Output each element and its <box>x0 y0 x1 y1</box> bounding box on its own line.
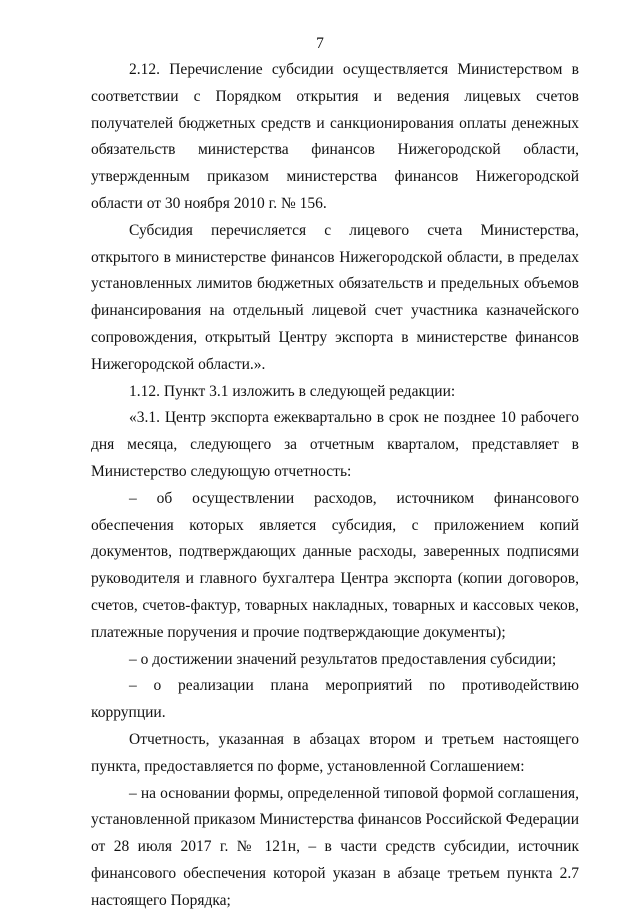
list-item-anticorruption-report: – о реализации плана мероприятий по противодействию коррупции. <box>91 677 579 722</box>
list-item-results-report: – о достижении значений результатов предоставления субсидии; <box>129 650 557 668</box>
paragraph-subsidy-transfer: Субсидия перечисляется с лицевого счета Министерства, открытого в министерстве финансов Нижегородской области, в пределах установленных лимитов бюджетных обязательств и предельных объемов финансирования на отдельный лицевой счет участника казначейского сопровождения, открытый Центру экспорта в министерстве финансов Нижегородской области.». <box>91 221 579 373</box>
list-item-form-basis: – на основании формы, определенной типовой формой соглашения, установленной приказом Министерства финансов Российской Федерации от 28 июля 2017 г. № 121н, – в части средств субсидии, источник финансового обеспечения которой указан в абзаце третьем пункта 2.7 настоящего Порядка; <box>91 784 580 909</box>
page-number: 7 <box>316 35 324 52</box>
paragraph-3-1: «3.1. Центр экспорта ежеквартально в срок не позднее 10 рабочего дня месяца, следующего за отчетным кварталом, представляет в Министерство следующую отчетность: <box>91 409 579 480</box>
paragraph-2-12: 2.12. Перечисление субсидии осуществляется Министерством в соответствии с Порядком открытия и ведения лицевых счетов получателей бюджетных средств и санкционирования оплаты денежных обязательств министерства финансов Нижегородской области, утвержденным приказом министерства финансов Нижегородской области от 30 ноября 2010 г. № 156. <box>91 61 579 212</box>
document-body <box>91 57 579 915</box>
list-item-expenses-report: – об осуществлении расходов, источником финансового обеспечения которых является субсидия, с приложением копий документов, подтверждающих данные расходы, заверенных подписями руководителя и главного бухгалтера Центра экспорта (копии договоров, счетов, счетов-фактур, товарных накладных, товарных и кассовых чеков, платежные поручения и прочие подтверждающие документы); <box>91 489 579 641</box>
paragraph-reporting-form: Отчетность, указанная в абзацах втором и третьем настоящего пункта, предоставляется по форме, установленной Соглашением: <box>91 730 579 775</box>
paragraph-1-12: 1.12. Пункт 3.1 изложить в следующей редакции: <box>129 382 456 400</box>
